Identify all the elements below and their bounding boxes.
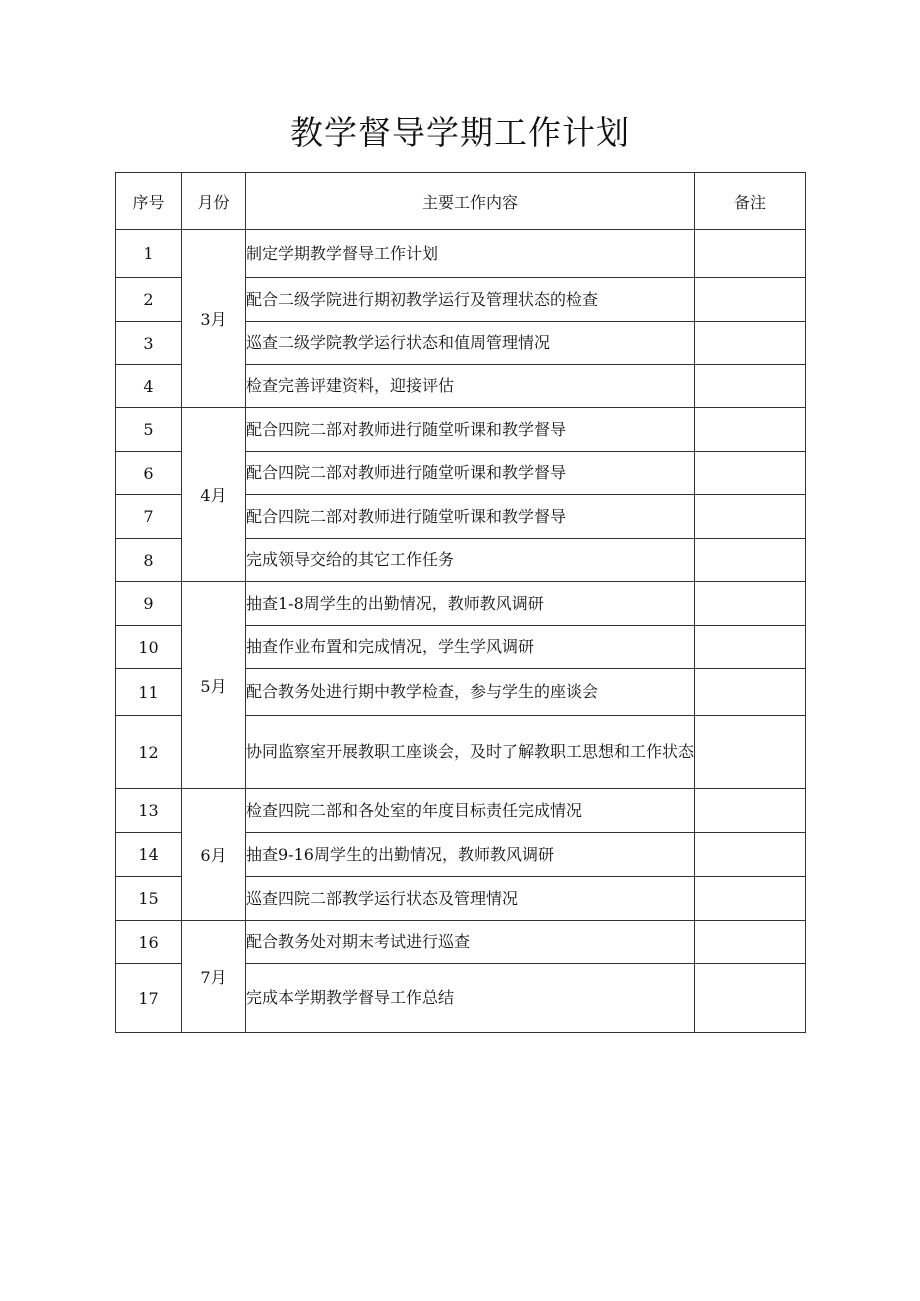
row-no: 10: [116, 626, 182, 669]
row-content: 协同监察室开展教职工座谈会，及时了解教职工思想和工作状态: [246, 716, 695, 789]
row-no: 12: [116, 716, 182, 789]
work-plan-table: [115, 172, 806, 1033]
table-header-row: [116, 173, 806, 230]
row-note: [695, 964, 806, 1033]
month-cell-march: 3月: [182, 230, 246, 408]
row-note: [695, 833, 806, 877]
row-note: [695, 669, 806, 716]
header-content: 主要工作内容: [246, 173, 695, 230]
row-note: [695, 921, 806, 964]
row-note: [695, 278, 806, 322]
row-content: 抽查9-16周学生的出勤情况，教师教风调研: [246, 833, 695, 877]
row-no: 5: [116, 408, 182, 452]
row-content: 配合教务处对期末考试进行巡查: [246, 921, 695, 964]
row-no: 15: [116, 877, 182, 921]
row-no: 2: [116, 278, 182, 322]
row-content: 检查四院二部和各处室的年度目标责任完成情况: [246, 789, 695, 833]
row-content: 抽查1-8周学生的出勤情况，教师教风调研: [246, 582, 695, 626]
row-note: [695, 452, 806, 495]
row-content: 配合四院二部对教师进行随堂听课和教学督导: [246, 452, 695, 495]
month-cell-april: 4月: [182, 408, 246, 582]
row-content: 配合教务处进行期中教学检查，参与学生的座谈会: [246, 669, 695, 716]
row-content: 制定学期教学督导工作计划: [246, 230, 695, 278]
row-no: 9: [116, 582, 182, 626]
table-row: [116, 582, 806, 626]
table-row: [116, 408, 806, 452]
row-no: 1: [116, 230, 182, 278]
row-no: 13: [116, 789, 182, 833]
table-row: [116, 789, 806, 833]
row-content: 完成本学期教学督导工作总结: [246, 964, 695, 1033]
row-no: 14: [116, 833, 182, 877]
row-content: 检查完善评建资料，迎接评估: [246, 365, 695, 408]
row-note: [695, 716, 806, 789]
table-row: [116, 230, 806, 278]
month-cell-june: 6月: [182, 789, 246, 921]
row-no: 17: [116, 964, 182, 1033]
row-note: [695, 495, 806, 539]
header-no: 序号: [116, 173, 182, 230]
row-no: 3: [116, 322, 182, 365]
row-content: 配合二级学院进行期初教学运行及管理状态的检查: [246, 278, 695, 322]
row-no: 16: [116, 921, 182, 964]
row-content: 抽查作业布置和完成情况，学生学风调研: [246, 626, 695, 669]
table-row: [116, 921, 806, 964]
row-note: [695, 408, 806, 452]
row-note: [695, 789, 806, 833]
header-month: 月份: [182, 173, 246, 230]
row-note: [695, 582, 806, 626]
row-note: [695, 365, 806, 408]
row-no: 6: [116, 452, 182, 495]
row-no: 4: [116, 365, 182, 408]
month-cell-july: 7月: [182, 921, 246, 1033]
row-content: 巡查四院二部教学运行状态及管理情况: [246, 877, 695, 921]
row-note: [695, 626, 806, 669]
month-cell-may: 5月: [182, 582, 246, 789]
header-note: 备注: [695, 173, 806, 230]
row-no: 11: [116, 669, 182, 716]
row-note: [695, 230, 806, 278]
page-title: 教学督导学期工作计划: [290, 113, 630, 152]
row-content: 配合四院二部对教师进行随堂听课和教学督导: [246, 408, 695, 452]
row-content: 完成领导交给的其它工作任务: [246, 539, 695, 582]
row-note: [695, 539, 806, 582]
row-no: 7: [116, 495, 182, 539]
row-no: 8: [116, 539, 182, 582]
row-note: [695, 877, 806, 921]
row-content: 配合四院二部对教师进行随堂听课和教学督导: [246, 495, 695, 539]
row-note: [695, 322, 806, 365]
row-content: 巡查二级学院教学运行状态和值周管理情况: [246, 322, 695, 365]
